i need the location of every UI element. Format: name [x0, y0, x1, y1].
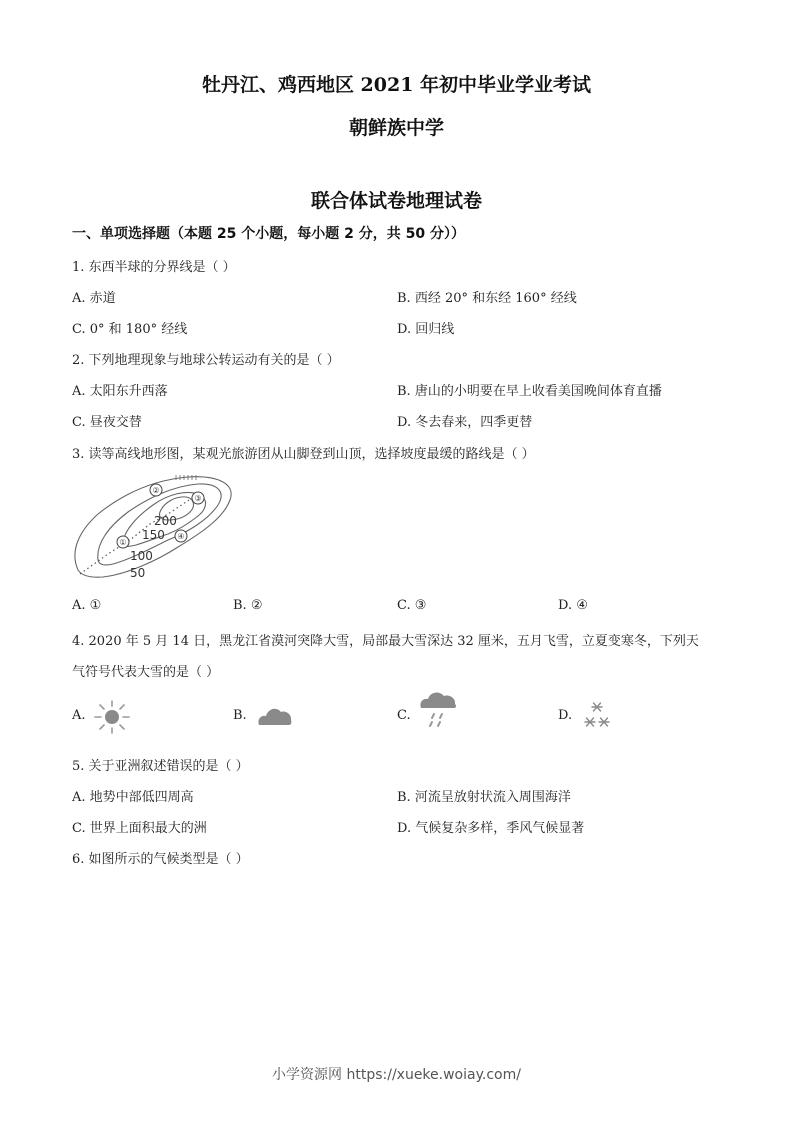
- route-marker-4: ④: [177, 532, 185, 541]
- footer-watermark: 小学资源网 https://xueke.woiay.com/: [272, 1067, 521, 1083]
- q5-option-c: C. 世界上面积最大的洲: [72, 821, 207, 836]
- route-marker-2: ②: [152, 486, 160, 495]
- q5-option-b: B. 河流呈放射状流入周围海洋: [397, 790, 571, 805]
- contour-map-figure: [68, 472, 238, 587]
- contour-label-150: 150: [142, 528, 165, 542]
- q2-option-d: D. 冬去春来，四季更替: [397, 415, 533, 430]
- question-6-stem: 6. 如图所示的气候类型是（ ）: [72, 852, 249, 867]
- q2-option-a: A. 太阳东升西落: [72, 384, 168, 399]
- q3-option-c: C. ③: [397, 598, 427, 613]
- q1-option-b: B. 西经 20° 和东经 160° 经线: [397, 291, 577, 306]
- school-name: 朝鲜族中学: [348, 117, 444, 139]
- q1-option-c: C. 0° 和 180° 经线: [72, 322, 188, 337]
- snow-icon: [582, 700, 612, 732]
- exam-title: 牡丹江、鸡西地区 2021 年初中毕业学业考试: [201, 74, 592, 96]
- contour-label-100: 100: [130, 549, 153, 563]
- question-5-stem: 5. 关于亚洲叙述错误的是（ ）: [72, 759, 249, 774]
- q5-option-a: A. 地势中部低四周高: [72, 790, 194, 805]
- q4-option-c: C.: [397, 708, 411, 723]
- contour-label-50: 50: [130, 566, 146, 580]
- q2-option-c: C. 昼夜交替: [72, 415, 142, 430]
- q1-option-d: D. 回归线: [397, 322, 455, 337]
- rain-cloud-icon: [418, 690, 460, 730]
- question-4-stem-line1: 4. 2020 年 5 月 14 日，黑龙江省漠河突降大雪，局部最大雪深达 32 厘米，五月飞雪，立夏变寒冬，下列天: [72, 634, 699, 649]
- q3-option-d: D. ④: [558, 598, 588, 613]
- q3-option-b: B. ②: [233, 598, 263, 613]
- sun-icon: [94, 700, 130, 734]
- q1-option-a: A. 赤道: [72, 291, 116, 306]
- q3-option-a: A. ①: [72, 598, 102, 613]
- q5-option-d: D. 气候复杂多样，季风气候显著: [397, 821, 585, 836]
- section-heading: 一、单项选择题（本题 25 个小题，每小题 2 分，共 50 分））: [72, 226, 465, 242]
- q2-option-b: B. 唐山的小明要在早上收看美国晚间体育直播: [397, 384, 662, 399]
- contour-label-200: 200: [154, 514, 177, 528]
- question-2-stem: 2. 下列地理现象与地球公转运动有关的是（ ）: [72, 353, 340, 368]
- cloud-icon: [256, 703, 294, 727]
- q4-option-d: D.: [558, 708, 573, 723]
- question-3-stem: 3. 读等高线地形图，某观光旅游团从山脚登到山顶，选择坡度最缓的路线是（ ）: [72, 447, 535, 462]
- paper-title: 联合体试卷地理试卷: [310, 190, 482, 212]
- route-marker-3: ③: [194, 494, 202, 503]
- question-1-stem: 1. 东西半球的分界线是（ ）: [72, 260, 236, 275]
- q4-option-a: A.: [72, 708, 86, 723]
- route-marker-1: ①: [119, 538, 127, 547]
- q4-option-b: B.: [233, 708, 247, 723]
- question-4-stem-line2: 气符号代表大雪的是（ ）: [72, 665, 220, 680]
